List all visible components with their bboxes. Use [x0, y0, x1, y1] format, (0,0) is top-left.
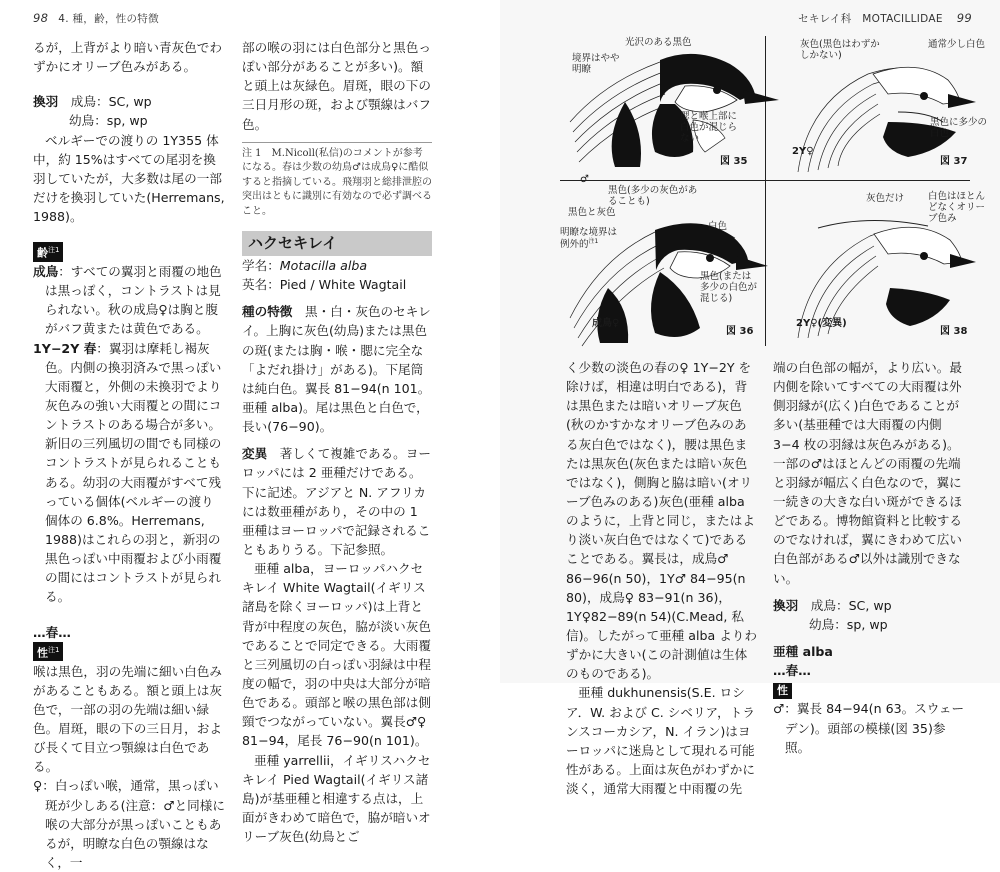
figure-35-number: 図 35	[720, 156, 748, 167]
spring-heading: …春…	[33, 624, 71, 640]
figure-35-label-glossy-black: 光沢のある黒色	[625, 37, 692, 48]
figure-37-label-white: 通常少し白色	[928, 39, 986, 50]
variation-label: 変異	[242, 446, 268, 462]
left-page	[0, 0, 500, 870]
figure-38-number: 図 38	[940, 326, 968, 337]
feature-text: 黒・白・灰色のセキレイ。上胸に灰色(幼鳥)または黒色の斑(または胸・喉・腮に完全な「よだれ掛け」がある)。下尾筒は純白色。翼長 81−94(n 101。亜種 alba)。尾は黒色と白色で，長い(76−90)。	[242, 304, 431, 435]
molt-adult: 成鳥：SC, wp	[70, 94, 152, 110]
left-column-1	[33, 38, 225, 872]
adult-entry	[33, 262, 225, 339]
figure-37-caption: 2Y♀	[792, 146, 814, 157]
molt-adult: 成鳥：SC, wp	[810, 597, 892, 613]
figure-36-label-boundary: 明瞭な境界は例外的$^{注1}$	[560, 227, 618, 251]
dukhunensis-continued-text: 端の白色部の幅が，より広い。最内側を除いてすべての大雨覆は外側羽縁が(広く)白色であることが多い(基亜種では大雨覆の内側 3−4 枚の羽縁は灰色みがある)。一部の♂はほとんどの雨覆の先端と羽縁が幅広く白色なので，翼に一続きの大きな白い斑ができるほどである。博物館資料と比較するのでなければ，翼にきわめて広い白色部がある♂以外は識別できない。	[773, 360, 962, 586]
subspecies-alba-heading: 亜種 alba	[773, 643, 833, 659]
english-name: Pied / White Wagtail	[279, 277, 407, 293]
first-year-entry	[33, 339, 225, 607]
sex-tag-line	[773, 680, 969, 699]
right-page-number: 99	[956, 11, 972, 25]
molt-label: 換羽	[773, 597, 799, 613]
molt-text: ベルギーでの渡りの 1Y355 体中，約 15%はすべての尾羽を換羽していたが，大多数は尾の一部だけを換羽していた(Herremans, 1988)。	[33, 132, 225, 225]
footnote-label: 注 1	[242, 147, 262, 159]
footnote	[242, 142, 432, 220]
figure-36-label-black-or-white: 黒色(または多少の白色が混じる)	[700, 271, 758, 304]
figure-38-label-olive: 白色はほとんどなくオリーブ色み	[928, 191, 986, 224]
scientific-name: Motacilla alba	[279, 258, 368, 273]
figure-35-label-throat: 腮と喉上部に白色が混じらない	[680, 111, 738, 144]
age-tag-line	[33, 242, 225, 262]
spring-heading: …春…	[773, 663, 811, 679]
figure-37-number: 図 37	[940, 156, 968, 167]
sex-tag: 性	[773, 683, 792, 699]
figure-37-label-black-white: 黒色に多少の白色	[930, 117, 988, 139]
figure-35-caption: ♂	[580, 174, 589, 185]
figure-37-label-grey: 灰色(黒色はわずかしかない)	[800, 39, 880, 61]
adult-label: 成鳥	[33, 264, 59, 280]
figure-35-label-boundary: 境界はやや明瞭	[572, 53, 620, 75]
figure-36-number: 図 36	[726, 326, 754, 337]
sex-tag: 性$^{注1}$	[33, 642, 63, 662]
molt-section	[773, 596, 969, 615]
scientific-name-line: 学名：Motacilla alba	[242, 258, 368, 273]
figure-36-label-black-and-grey: 黒色と灰色	[568, 207, 616, 218]
first-year-label: 1Y−2Y 春	[33, 340, 97, 356]
molt-section	[33, 92, 225, 111]
right-column-2	[773, 358, 969, 757]
subspecies-yarrellii-text: 亜種 yarrellii，イギリスハクセキレイ Pied Wagtail(イギリス諸島)が基亜種と相違する点は，上面がきわめて暗色で，脇が暗いオリーブ灰色(幼鳥とご	[242, 752, 431, 845]
footnote-text: M.Nicoll(私信)のコメントが参考になる。春は少数の幼鳥♂は成鳥♀に酷似すると指摘している。飛翔羽と総排泄腔の突出はともに識別に有効なので必ず調べること。	[242, 147, 432, 217]
paragraph: 部の喉の羽には白色部分と黒色っぽい部分があることが多い)。額と頭上は灰緑色。眉斑，眼の下の三日月形の斑，および顎線はバフ色。	[242, 40, 431, 132]
age-tag: 齢$^{注1}$	[33, 242, 63, 262]
left-running-head	[33, 10, 159, 28]
adult-text: ：すべての翼羽と雨覆の地色は黒っぽく，コントラストは見られない。秋の成鳥♀は胸と腹がバフ黄または黄色である。	[45, 264, 222, 337]
sex-tag-line	[33, 642, 225, 662]
variation-paragraph	[242, 444, 432, 559]
right-page	[500, 0, 1000, 797]
molt-juv: 幼鳥：sp, wp	[809, 616, 888, 632]
english-name-line: 英名：Pied / White Wagtail	[242, 277, 407, 293]
right-running-head	[798, 10, 972, 28]
right-column-1	[566, 358, 758, 798]
first-year-text: ：翼羽は摩耗し褐灰色。内側の換羽済みで黒っぽい大雨覆と，外側の未換羽でより灰色みの強い大雨覆との間にコントラストのある場合が多い。新旧の三列風切の間でも同様のコントラストが見られることもある。幼羽の大雨覆がすべて残っている個体(ベルギーの渡り個体の 6.8%。Herremans, 1988)はこれらの羽と，新羽の黒色っぽい中雨覆および小雨覆の間にはコントラストが見られる。	[45, 340, 222, 605]
variation-text: 著しくて複雑である。ヨーロッパには 2 亜種だけである。下に記述。アジアと N. アフリカには数亜種があり，その中の 1 亜種はヨーロッパで記録されることもありうる。下記参照。	[242, 446, 431, 557]
feature-paragraph	[242, 302, 432, 436]
left-column-2	[242, 38, 432, 846]
figure-36-label-white: 白色	[708, 221, 728, 232]
female-text: ♀：白っぽい喉，通常，黒っぽい斑が少しある(注意：♂と同様に喉の大部分が黒っぽいこともあるが，明瞭な白色の顎線はなく，一	[33, 778, 225, 870]
left-chapter-title: 4. 種，齢，性の特徴	[58, 13, 159, 25]
male-text: ♂：翼長 84−94(n 63。スウェーデン)。頭部の模様(図 35)参照。	[773, 701, 965, 755]
paragraph: るが，上背がより暗い青灰色でわずかにオリーブ色みがある。	[33, 40, 222, 75]
left-page-number: 98	[33, 11, 49, 25]
species-title: ハクセキレイ	[242, 231, 432, 256]
feature-label: 種の特徴	[242, 304, 293, 320]
sex-text: 喉は黒色，羽の先端に細い白色みがあることもある。額と頭上は灰色で，一部の羽の先端は細い緑色。眉斑，眼の下の三日月，および長くて目立つ顎線は白色である。	[33, 663, 222, 775]
molt-juv: 幼鳥：sp, wp	[69, 113, 148, 129]
figure-38-caption: 2Y♀(変異)	[796, 318, 847, 329]
figure-38-label-grey-only: 灰色だけ	[866, 193, 905, 204]
subspecies-alba-text: 亜種 alba，ヨーロッパハクセキレイ White Wagtail(イギリス諸島を除くヨーロッパ)は上背と背が中程度の灰色，脇が淡い灰色であることで同定できる。大雨覆と三列風切の白っぽい羽緑は中程度の幅で，羽の中央は大部分が暗色である。頭部と喉の黒色部は側頸でつながっていない。翼長♂♀ 81−94，尾長 76−90(n 101)。	[242, 561, 431, 749]
figure-plate	[500, 32, 1000, 350]
figure-36-caption: 成鳥♀	[592, 318, 620, 329]
yarrellii-continued-text: く少数の淡色の春の♀ 1Y−2Y を除けば，相違は明白である)，背は黒色または暗いオリーブ灰色(秋のかすかなオリーブ色みのある灰白色ではなく)，腰は黒色または黒灰色(灰色または暗い灰色ではなく)，側胸と脇は暗い(オリーブ色みのある)灰色(亜種 alba のように，上背と同じ，またはより淡い灰白色ではなくて)であることである。翼長は，成鳥♂ 86−96(n 50)，1Y♂ 84−95(n 80)，成鳥♀ 83−91(n 36)，1Y♀82−89(n 54)(C.Mead, 私信)。したがって亜種 alba よりわずかに大きい(この計測値は生体のものである)。	[566, 360, 757, 682]
right-family-title: セキレイ科 MOTACILLIDAE	[798, 13, 943, 25]
molt-label: 換羽	[33, 94, 59, 110]
subspecies-dukhunensis-text: 亜種 dukhunensis(S.E. ロシア．W. および C. シベリア，トランスコーカシア，N. イラン)はヨーロッパに迷鳥として現れる可能性がある。上面は灰色がわずかに淡く，通常大雨覆と中雨覆の先	[566, 685, 755, 797]
figure-36-label-black-grey: 黒色(多少の灰色があることも)	[608, 185, 698, 207]
